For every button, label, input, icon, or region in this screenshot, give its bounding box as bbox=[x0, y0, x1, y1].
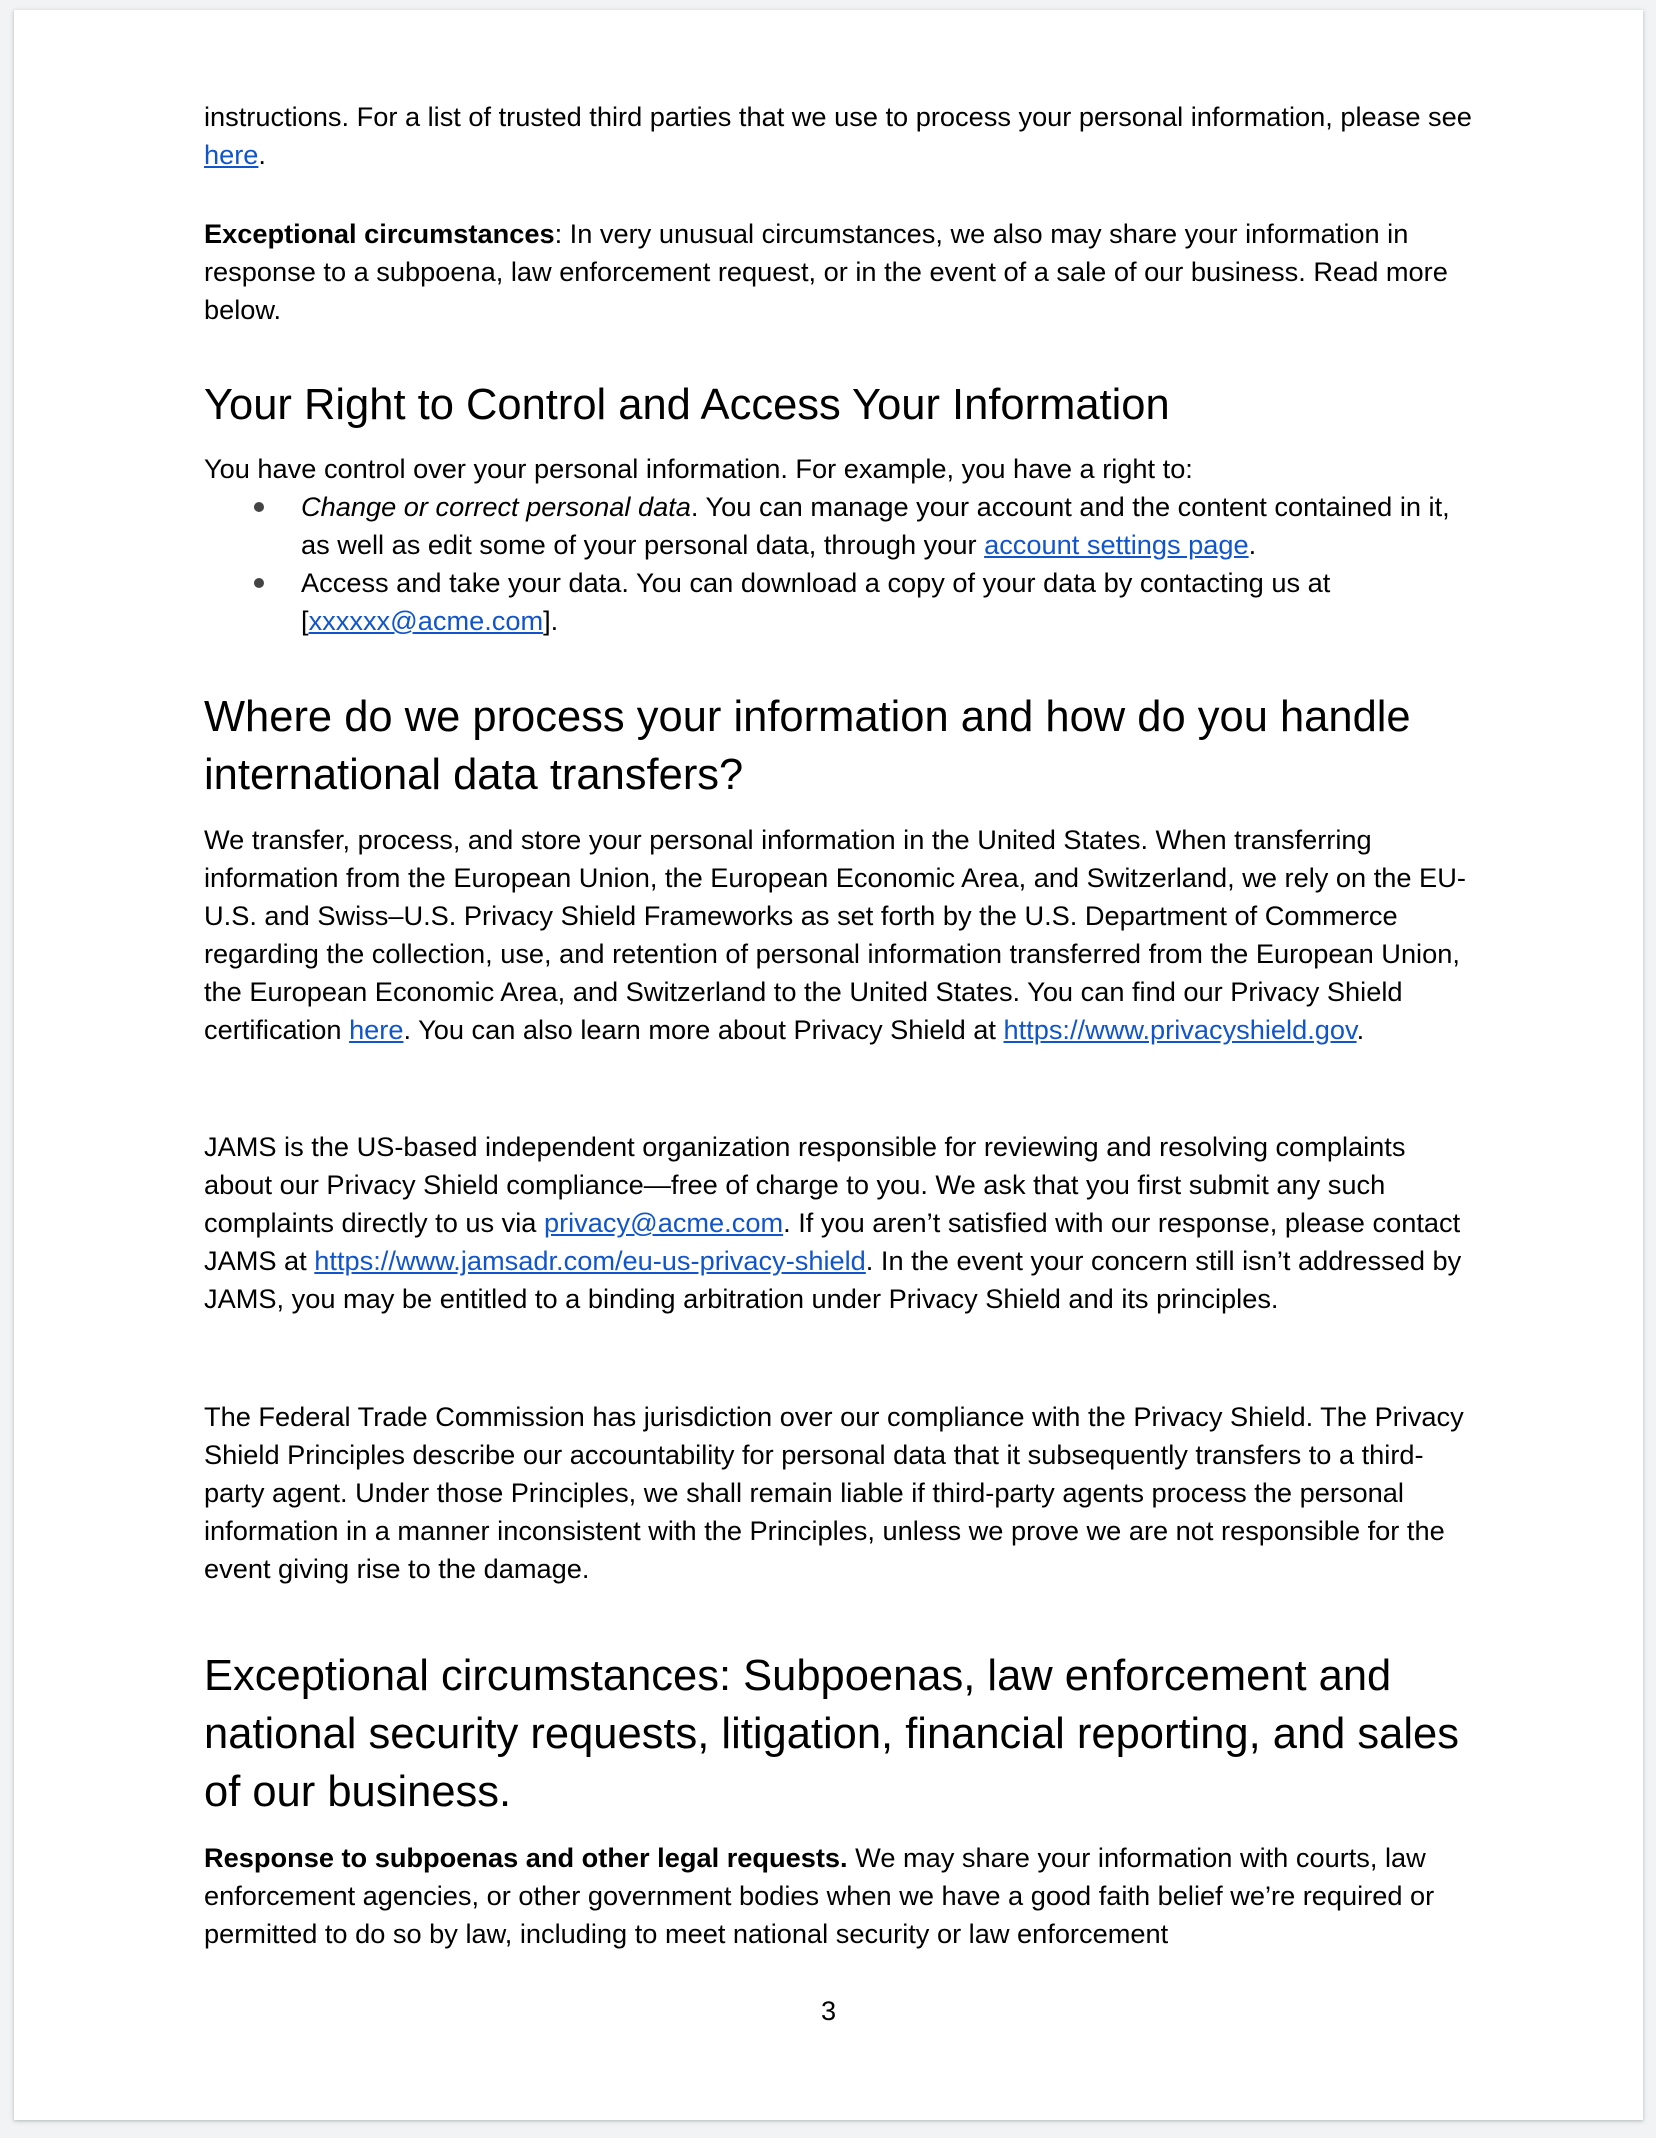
bullet-icon bbox=[254, 502, 264, 512]
heading-international-transfers: Where do we process your information and how do you handle international data transfers? bbox=[204, 693, 1411, 799]
exceptional-circumstances-note: Exceptional circumstances: In very unusual circumstances, we also may share your information in response to a subpoena, law enforcement request, or in the event of a sale of our business. Read more below. bbox=[204, 218, 1448, 325]
third-parties-link[interactable]: here bbox=[204, 139, 259, 170]
heading-your-rights: Your Right to Control and Access Your Information bbox=[204, 381, 1170, 429]
rights-list bbox=[204, 488, 1474, 640]
document-page bbox=[14, 10, 1643, 2120]
list-item: Change or correct personal data. You can manage your account and the content contained in it, as well as edit some of your personal data, through your account settings page. bbox=[204, 488, 1474, 564]
transfers-paragraph: We transfer, process, and store your personal information in the United States. When transferring information from the European Union, the European Economic Area, and Switzerland, we rely on the EU-U.S. and Swiss–U.S. Privacy Shield Frameworks as set forth by the U.S. Department of Commerce regarding the collection, use, and retention of personal information transferred from the European Union, the European Economic Area, and Switzerland to the United States. You can find our Privacy Shield certification here. You can also learn more about Privacy Shield at https://www.privacyshield.gov. bbox=[204, 824, 1466, 1045]
page-number: 3 bbox=[820, 1995, 837, 2026]
account-settings-link[interactable]: account settings page bbox=[984, 529, 1249, 560]
privacyshield-gov-link[interactable]: https://www.privacyshield.gov bbox=[1003, 1014, 1357, 1045]
jams-link[interactable]: https://www.jamsadr.com/eu-us-privacy-shield bbox=[314, 1245, 866, 1276]
contact-email-link[interactable]: xxxxxx@acme.com bbox=[308, 605, 544, 636]
rights-section bbox=[204, 450, 1474, 640]
bullet-icon bbox=[254, 578, 264, 588]
intro-paragraph: instructions. For a list of trusted third parties that we use to process your personal information, please see here. bbox=[204, 101, 1472, 170]
heading-exceptional-circumstances: Exceptional circumstances: Subpoenas, law enforcement and national security requests, litigation, financial reporting, and sales of our business. bbox=[204, 1652, 1459, 1816]
subpoena-paragraph: Response to subpoenas and other legal requests. We may share your information with courts, law enforcement agencies, or other government bodies when we have a good faith belief we’re required or permitted to do so by law, including to meet national security or law enforcement bbox=[204, 1842, 1435, 1949]
rights-lead: You have control over your personal information. For example, you have a right to: bbox=[204, 453, 1193, 484]
jams-paragraph: JAMS is the US-based independent organization responsible for reviewing and resolving complaints about our Privacy Shield compliance—free of charge to you. We ask that you first submit any such complaints directly to us via privacy@acme.com. If you aren’t satisfied with our response, please contact JAMS at https://www.jamsadr.com/eu-us-privacy-shield. In the event your concern still isn’t addressed by JAMS, you may be entitled to a binding arbitration under Privacy Shield and its principles. bbox=[204, 1131, 1462, 1314]
ftc-paragraph: The Federal Trade Commission has jurisdiction over our compliance with the Privacy Shield. The Privacy Shield Principles describe our accountability for personal data that it subsequently transfers to a third-party agent. Under those Principles, we shall remain liable if third-party agents process the personal information in a manner inconsistent with the Principles, unless we prove we are not responsible for the event giving rise to the damage. bbox=[204, 1401, 1464, 1584]
privacy-shield-certification-link[interactable]: here bbox=[349, 1014, 404, 1045]
list-item: Access and take your data. You can download a copy of your data by contacting us at [xxxxxx@acme.com]. bbox=[204, 564, 1474, 640]
privacy-email-link[interactable]: privacy@acme.com bbox=[543, 1207, 784, 1238]
